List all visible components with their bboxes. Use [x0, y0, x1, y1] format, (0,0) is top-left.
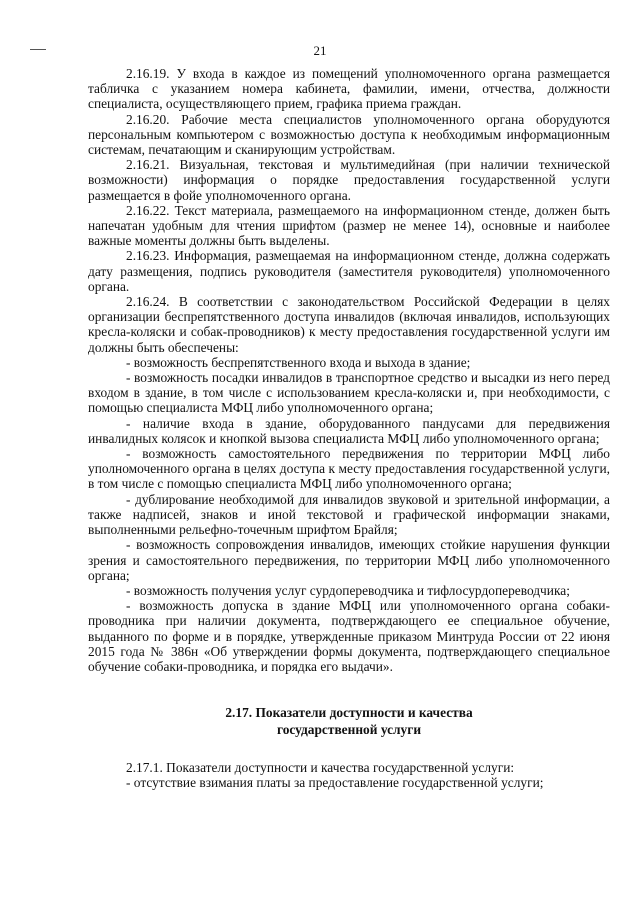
list-item: - возможность беспрепятственного входа и выхода в здание;	[126, 354, 471, 370]
paragraph-2-16-21: 2.16.21. Визуальная, текстовая и мультимедийная (при наличии технической возможности) информация о порядке предоставления государственной услуги размещается в фойе уполномоченного органа.	[88, 157, 610, 203]
document-body	[88, 66, 610, 791]
list-item: - возможность допуска в здание МФЦ или уполномоченного органа собаки-проводника при наличии документа, подтверждающего ее специальное обучение, выданного по форме и в порядке, утвержденные приказом Минтруда России от 22 июня 2015 года № 386н «Об утверждении формы документа, подтверждающего специальное обучение собаки-проводника, и порядка его выдачи».	[88, 598, 610, 674]
section-heading-line2: государственной услуги	[276, 722, 422, 738]
list-item: - возможность посадки инвалидов в транспортное средство и высадки из него перед входом в здание, в том числе с использованием кресла-коляски и, при необходимости, с помощью специалиста МФЦ либо уполномоченного органа;	[88, 370, 610, 416]
page-number: 21	[313, 43, 327, 58]
list-item: - дублирование необходимой для инвалидов звуковой и зрительной информации, а также надписей, знаков и иной текстовой и графической информации знаками, выполненными рельефно-точечным шрифтом Брайля;	[88, 491, 610, 538]
list-item: - возможность сопровождения инвалидов, имеющих стойкие нарушения функции зрения и самостоятельного передвижения, по территории МФЦ либо уполномоченного органа;	[88, 537, 610, 583]
paragraph-2-16-23: 2.16.23. Информация, размещаемая на информационном стенде, должна содержать дату размещения, подпись руководителя (заместителя руководителя) уполномоченного органа.	[88, 248, 610, 294]
list-item: - наличие входа в здание, оборудованного пандусами для передвижения инвалидных колясок и кнопкой вызова специалиста МФЦ либо уполномоченного органа;	[88, 415, 610, 446]
list-item: - возможность самостоятельного передвижения по территории МФЦ либо уполномоченного органа в целях доступа к месту предоставления государственной услуги, в том числе с помощью специалиста МФЦ либо уполномоченного органа;	[88, 446, 610, 492]
list-item: - отсутствие взимания платы за предоставление государственной услуги;	[126, 775, 544, 791]
paragraph-2-16-19: 2.16.19. У входа в каждое из помещений уполномоченного органа размещается табличка с указанием номера кабинета, фамилии, имени, отчества, должности специалиста, осуществляющего прием, графика приема граждан.	[88, 66, 610, 112]
paragraph-2-16-20: 2.16.20. Рабочие места специалистов уполномоченного органа оборудуются персональным компьютером с возможностью доступа к необходимым информационным системам, печатающим и сканирующим устройствам.	[88, 111, 610, 158]
section-heading-line1: 2.17. Показатели доступности и качества	[225, 705, 473, 721]
section-heading	[88, 704, 610, 738]
paragraph-2-16-22: 2.16.22. Текст материала, размещаемого на информационном стенде, должен быть напечатан удобным для чтения шрифтом (размер не менее 14), основные и наиболее важные моменты должны быть выделены.	[88, 202, 610, 249]
list-item: - возможность получения услуг сурдопереводчика и тифлосурдопереводчика;	[126, 582, 570, 598]
paragraph-2-17-1: 2.17.1. Показатели доступности и качества государственной услуги:	[126, 760, 515, 776]
paragraph-2-16-24: 2.16.24. В соответствии с законодательством Российской Федерации в целях организации беспрепятственного доступа инвалидов (включая инвалидов, использующих кресла-коляски и собак-проводников) к месту предоставления государственной услуги им должны быть обеспечены:	[88, 294, 610, 355]
